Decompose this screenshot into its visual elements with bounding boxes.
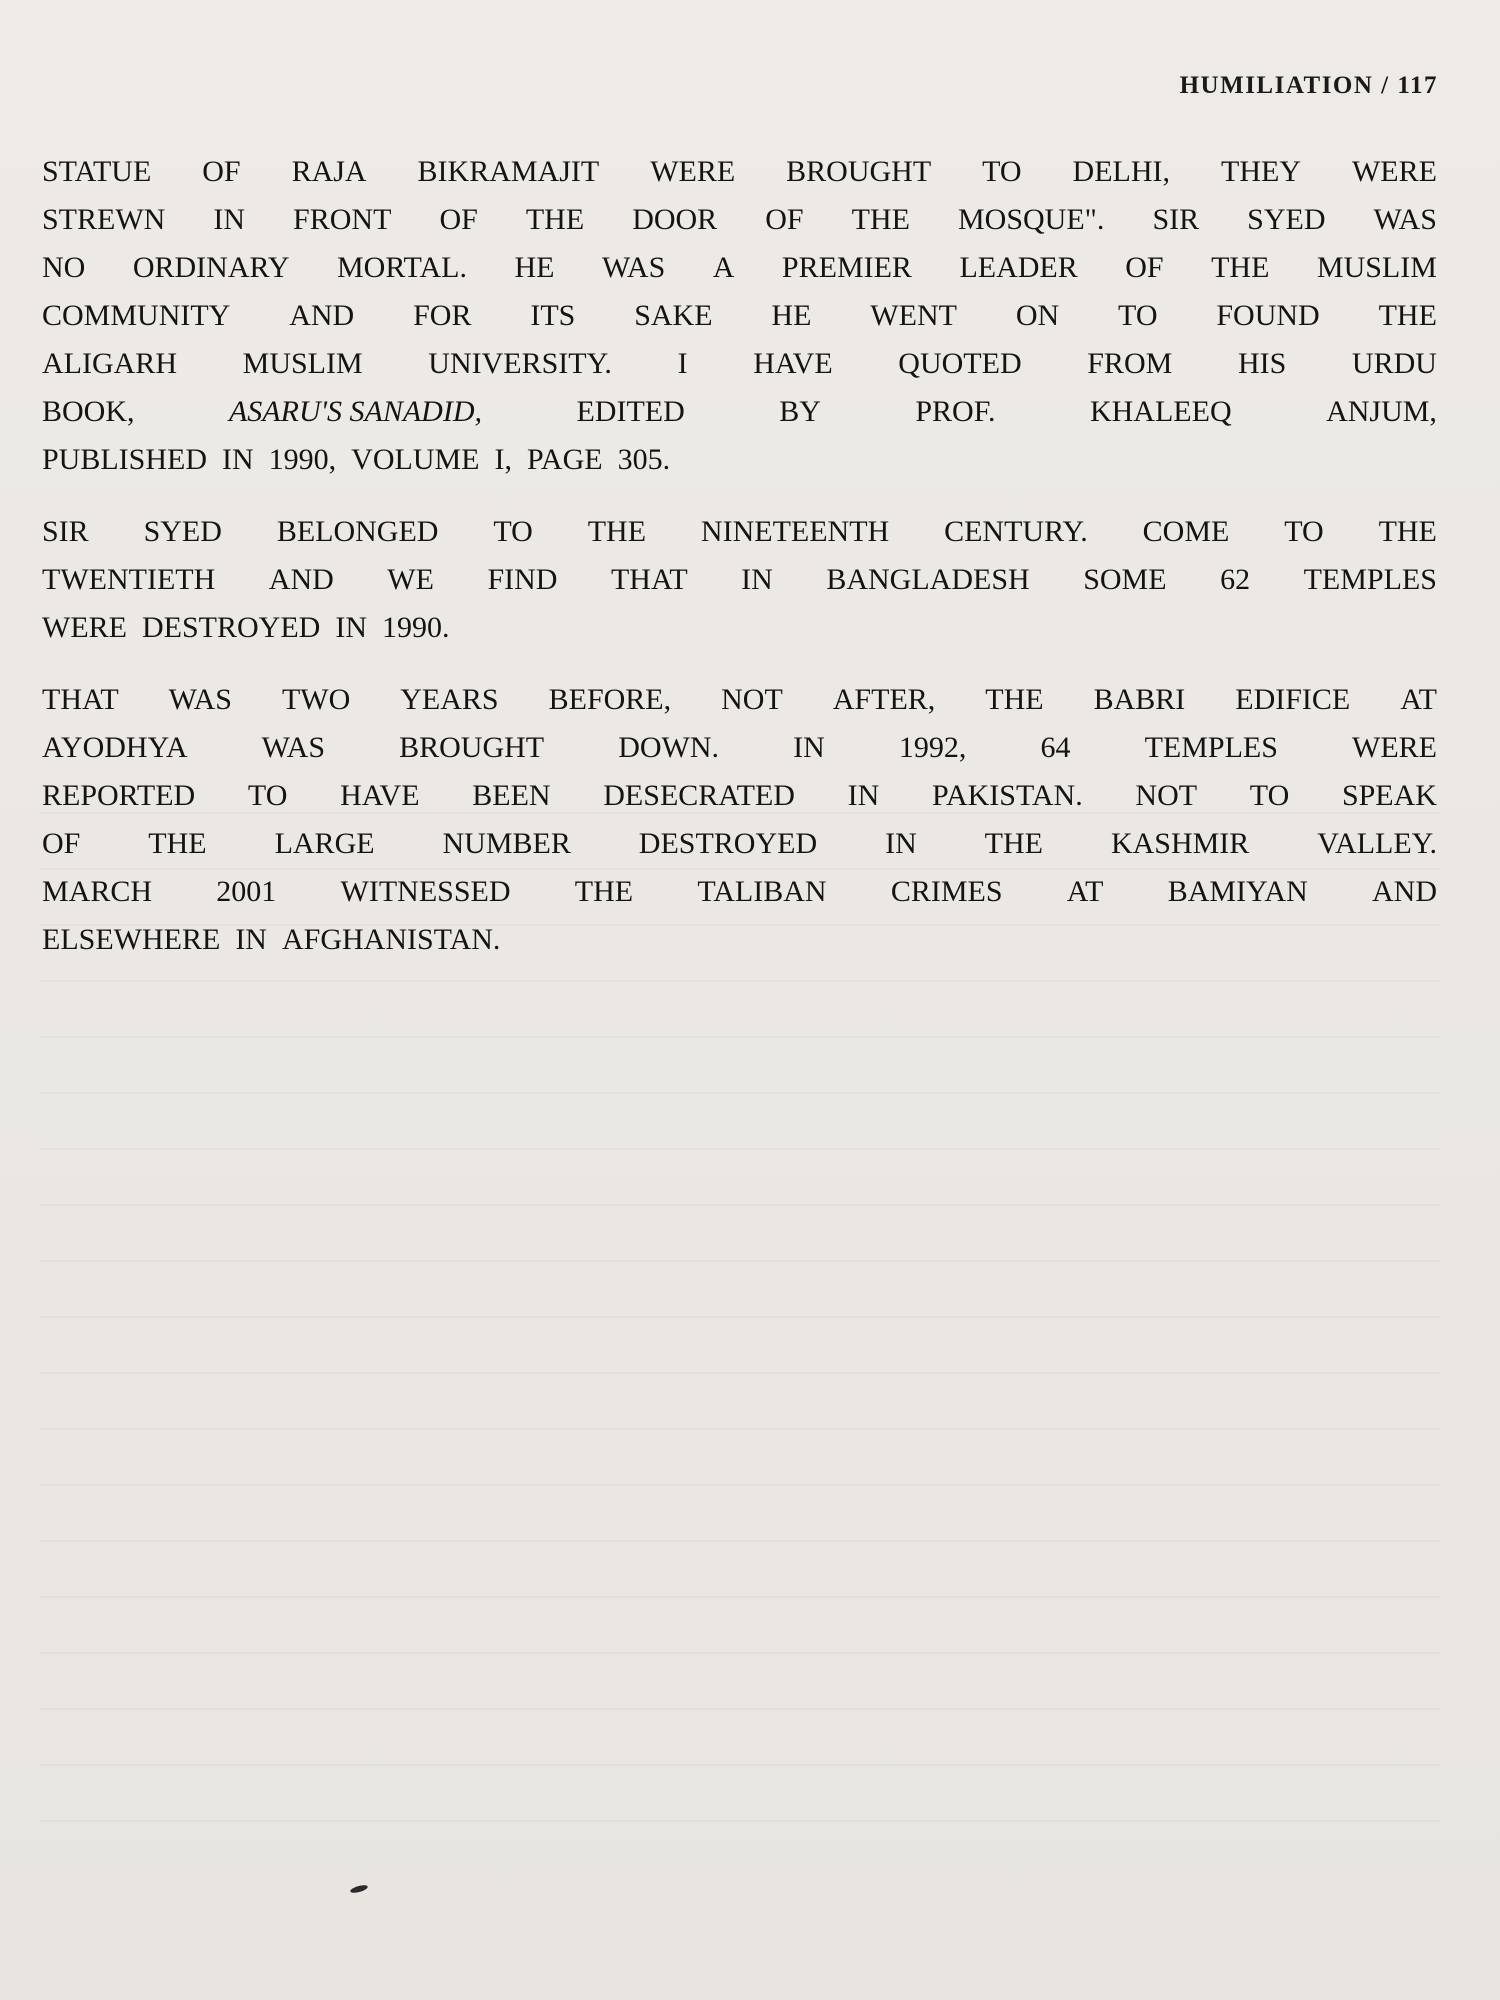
word: BROUGHT <box>399 731 545 764</box>
word: IN <box>885 827 917 860</box>
word: TWO <box>281 683 351 716</box>
word: 305. <box>617 443 671 476</box>
word: MORTAL. <box>337 251 467 284</box>
word: IN <box>222 443 254 476</box>
word: I <box>677 347 688 380</box>
word: WAS <box>1373 203 1437 236</box>
word: IN <box>793 731 825 764</box>
text-line <box>42 196 1437 244</box>
word: WAS <box>168 683 232 716</box>
word: NOT <box>1135 779 1198 812</box>
word: THE <box>1378 515 1437 548</box>
text-line <box>42 820 1437 868</box>
word: HE <box>771 299 812 332</box>
word: IN <box>213 203 246 236</box>
text-line <box>42 508 1437 556</box>
word: 2001 <box>216 875 277 908</box>
running-head: HUMILIATION / 117 <box>1179 72 1438 99</box>
word: TO <box>1118 299 1158 332</box>
text-line <box>42 556 1437 604</box>
text-line <box>42 292 1437 340</box>
word: TO <box>982 155 1022 188</box>
word: SYED <box>1247 203 1326 236</box>
word: BAMIYAN <box>1167 875 1308 908</box>
word: ITS <box>530 299 576 332</box>
text-line <box>42 868 1437 916</box>
word: RAJA <box>291 155 367 188</box>
word: CENTURY. <box>944 515 1088 548</box>
word: AND <box>289 299 355 332</box>
word: YEARS <box>400 683 499 716</box>
word: WAS <box>601 251 666 284</box>
word: COME <box>1142 515 1230 548</box>
word: BOOK, <box>42 395 135 428</box>
word: IN <box>847 779 880 812</box>
word: QUOTED <box>898 347 1022 380</box>
word: OF <box>1125 251 1164 284</box>
word: BELONGED <box>276 515 439 548</box>
word: MOSQUE". <box>957 203 1105 236</box>
word: BROUGHT <box>786 155 932 188</box>
word: A <box>712 251 735 284</box>
word: THE <box>851 203 910 236</box>
text-line <box>42 388 1437 436</box>
word: REPORTED <box>42 779 196 812</box>
word: HAVE <box>340 779 420 812</box>
word: BY <box>779 395 821 428</box>
paragraph <box>42 508 1437 652</box>
word: STATUE <box>42 155 152 188</box>
word: AYODHYA <box>42 731 188 764</box>
word: DOWN. <box>618 731 720 764</box>
word: ASARU'S SANADID, <box>228 395 483 428</box>
word: HAVE <box>753 347 833 380</box>
word: THE <box>1378 299 1437 332</box>
word: NUMBER <box>442 827 571 860</box>
word: TALIBAN <box>697 875 827 908</box>
word: IN <box>741 563 773 596</box>
body-text <box>42 148 1437 988</box>
text-line <box>42 724 1437 772</box>
word: 1990, <box>268 443 337 476</box>
ink-smudge <box>350 1884 369 1894</box>
word: I, <box>494 443 512 476</box>
text-line <box>42 604 1437 652</box>
word: OF <box>765 203 804 236</box>
word: SOME <box>1083 563 1167 596</box>
word: THAT <box>610 563 688 596</box>
word: PAKISTAN. <box>932 779 1083 812</box>
word: SYED <box>143 515 222 548</box>
word: THE <box>985 683 1044 716</box>
word: WENT <box>870 299 957 332</box>
word: FROM <box>1087 347 1173 380</box>
word: DELHI, <box>1072 155 1171 188</box>
word: AT <box>1400 683 1437 716</box>
word: IN <box>335 611 367 644</box>
word: 1990. <box>381 611 450 644</box>
word: BIKRAMAJIT <box>417 155 600 188</box>
text-line <box>42 772 1437 820</box>
word: AFGHANISTAN. <box>281 923 501 956</box>
word: DESTROYED <box>638 827 818 860</box>
word: URDU <box>1351 347 1437 380</box>
word: HIS <box>1237 347 1287 380</box>
word: PREMIER <box>781 251 912 284</box>
word: EDITED <box>576 395 685 428</box>
word: ORDINARY <box>132 251 290 284</box>
word: FRONT <box>293 203 392 236</box>
word: AND <box>1371 875 1437 908</box>
word: VOLUME <box>351 443 480 476</box>
word: UNIVERSITY. <box>428 347 612 380</box>
word: WERE <box>42 611 127 644</box>
word: AT <box>1066 875 1104 908</box>
word: BEFORE, <box>548 683 672 716</box>
word: PROF. <box>915 395 996 428</box>
word: TEMPLES <box>1303 563 1437 596</box>
word: KHALEEQ <box>1089 395 1232 428</box>
word: TEMPLES <box>1144 731 1278 764</box>
word: 62 <box>1220 563 1251 596</box>
word: NO <box>42 251 86 284</box>
word: AND <box>268 563 334 596</box>
word: DESECRATED <box>603 779 795 812</box>
word: STREWN <box>42 203 166 236</box>
word: THAT <box>42 683 119 716</box>
word: HE <box>514 251 555 284</box>
text-line <box>42 340 1437 388</box>
word: PAGE <box>527 443 603 476</box>
word: LEADER <box>959 251 1078 284</box>
word: THEY <box>1221 155 1301 188</box>
word: WAS <box>261 731 326 764</box>
text-line <box>42 676 1437 724</box>
word: DOOR <box>632 203 718 236</box>
word: IN <box>235 923 267 956</box>
word: ELSEWHERE <box>42 923 221 956</box>
word: KASHMIR <box>1110 827 1250 860</box>
word: SIR <box>1152 203 1200 236</box>
word: WERE <box>1352 731 1437 764</box>
word: THE <box>525 203 585 236</box>
word: TO <box>493 515 533 548</box>
word: TO <box>247 779 288 812</box>
word: ANJUM, <box>1326 395 1437 428</box>
word: ALIGARH <box>42 347 177 380</box>
word: 1992, <box>898 731 967 764</box>
word: THE <box>1211 251 1270 284</box>
text-line <box>42 148 1437 196</box>
word: THE <box>984 827 1043 860</box>
word: FOUND <box>1216 299 1320 332</box>
word: MUSLIM <box>1316 251 1437 284</box>
word: THE <box>148 827 207 860</box>
word: NOT <box>721 683 783 716</box>
word: LARGE <box>274 827 375 860</box>
word: SAKE <box>634 299 713 332</box>
word: BEEN <box>472 779 551 812</box>
word: CRIMES <box>890 875 1003 908</box>
text-line <box>42 244 1437 292</box>
word: TO <box>1284 515 1324 548</box>
paragraph <box>42 148 1437 484</box>
word: SIR <box>42 515 89 548</box>
word: EDIFICE <box>1235 683 1351 716</box>
word: TWENTIETH <box>42 563 216 596</box>
word: TO <box>1249 779 1290 812</box>
word: ON <box>1015 299 1060 332</box>
paragraph <box>42 676 1437 964</box>
text-line <box>42 436 1437 484</box>
word: THE <box>587 515 647 548</box>
word: VALLEY. <box>1317 827 1437 860</box>
word: MARCH <box>42 875 153 908</box>
word: WERE <box>1351 155 1437 188</box>
word: 64 <box>1040 731 1071 764</box>
word: FIND <box>487 563 558 596</box>
word: SPEAK <box>1341 779 1437 812</box>
word: OF <box>439 203 478 236</box>
word: BANGLADESH <box>826 563 1030 596</box>
word: AFTER, <box>832 683 936 716</box>
word: THE <box>574 875 634 908</box>
word: FOR <box>413 299 472 332</box>
word: WITNESSED <box>340 875 511 908</box>
word: WERE <box>650 155 736 188</box>
word: MUSLIM <box>242 347 363 380</box>
word: NINETEENTH <box>700 515 890 548</box>
word: COMMUNITY <box>42 299 231 332</box>
word: DESTROYED <box>141 611 321 644</box>
word: WE <box>387 563 434 596</box>
word: BABRI <box>1093 683 1186 716</box>
word: PUBLISHED <box>42 443 208 476</box>
text-line <box>42 916 1437 964</box>
word: OF <box>202 155 241 188</box>
word: OF <box>42 827 81 860</box>
